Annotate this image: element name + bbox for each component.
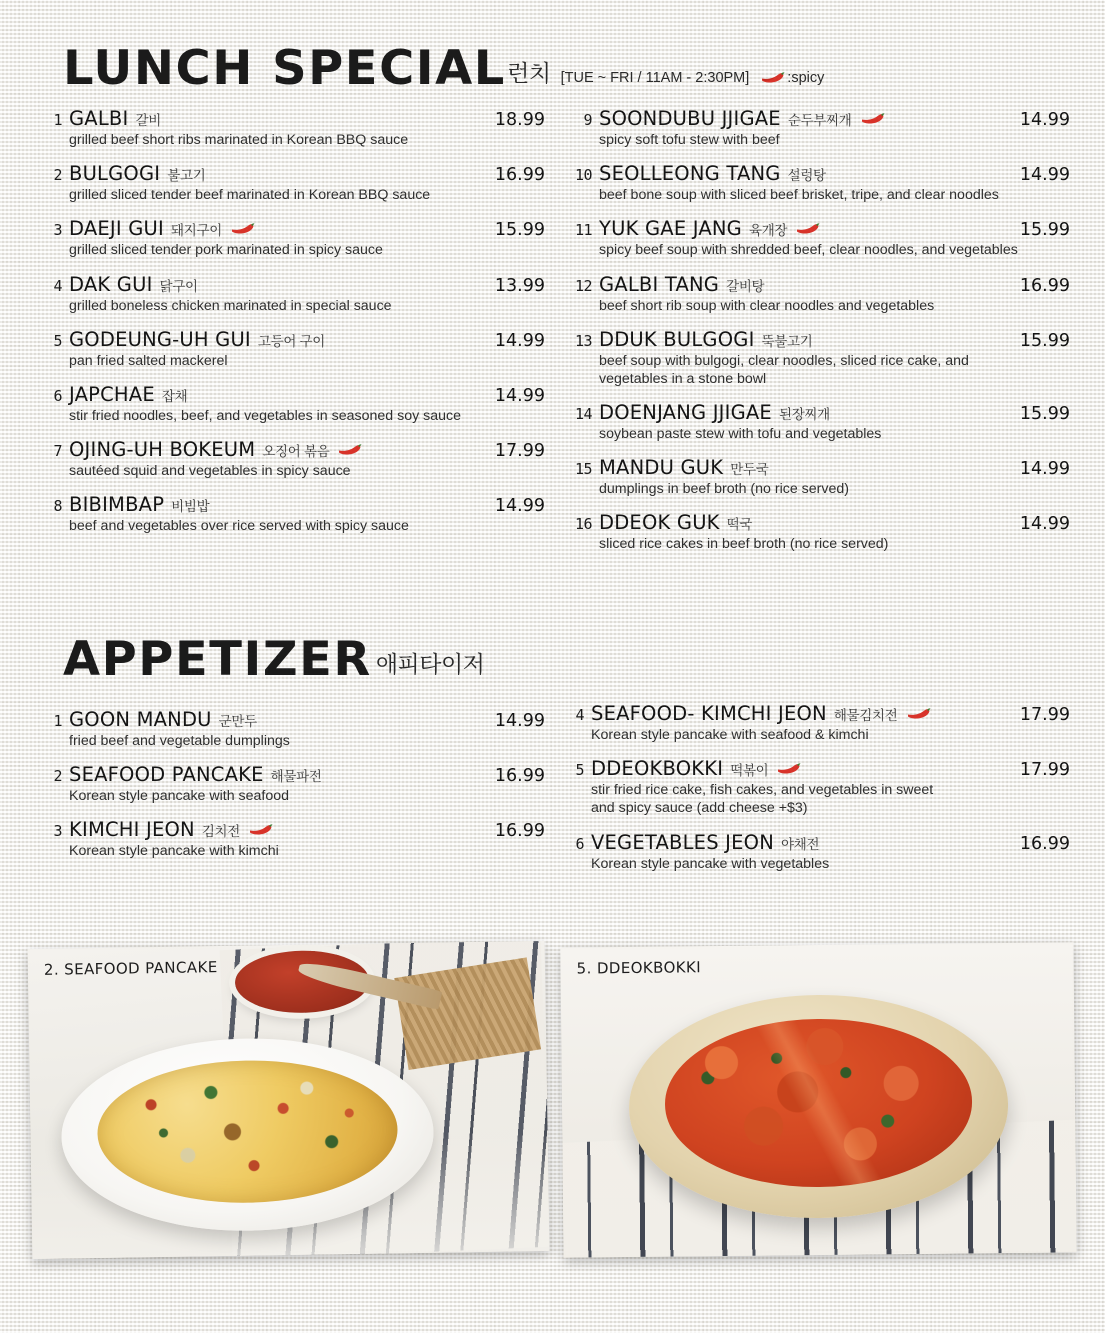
item-number: 3	[53, 822, 62, 841]
item-description: grilled sliced tender beef marinated in Korean BBQ sauce	[69, 187, 431, 204]
item-price: 14.99	[1019, 459, 1070, 480]
item-number: 2	[53, 166, 62, 185]
item-description: dumplings in beef broth (no rice served)	[599, 481, 849, 498]
menu-item[interactable]	[40, 763, 545, 805]
item-name-en: BIBIMBAP	[69, 493, 165, 517]
item-price: 17.99	[1019, 705, 1070, 725]
chili-pepper-icon	[759, 71, 785, 84]
item-description: spicy beef soup with shredded beef, clear noodles, and vegetables	[599, 242, 1018, 259]
item-name-kr: 김치전	[201, 824, 241, 840]
item-description: beef and vegetables over rice served with spicy sauce	[69, 518, 409, 535]
item-price: 16.99	[494, 165, 545, 186]
menu-item[interactable]	[570, 162, 1070, 204]
menu-item[interactable]	[570, 511, 1070, 553]
item-name-kr: 만두국	[730, 462, 769, 478]
item-number: 6	[53, 386, 62, 405]
item-name-en: DDUK BULGOGI	[599, 327, 755, 351]
item-name-kr: 갈비탕	[726, 278, 765, 294]
item-number: 1	[53, 111, 62, 129]
chili-pepper-icon	[229, 222, 255, 235]
item-name-kr: 닭구이	[159, 278, 198, 294]
lunch-special-title: LUNCH SPECIAL	[63, 41, 506, 96]
appetizer-heading	[63, 632, 485, 687]
chili-pepper-icon	[859, 112, 885, 125]
item-price: 14.99	[1019, 514, 1070, 535]
item-description: Korean style pancake with seafood	[69, 788, 290, 805]
photo-caption: 5. DDEOKBOKKI	[576, 958, 702, 978]
menu-item[interactable]	[570, 328, 1070, 388]
item-price: 16.99	[1019, 275, 1070, 296]
item-name-kr: 돼지구이	[170, 223, 222, 239]
chili-pepper-icon	[794, 222, 820, 235]
item-price: 16.99	[1019, 833, 1070, 854]
item-name-kr: 오징어 볶음	[262, 444, 330, 460]
menu-item[interactable]	[40, 493, 545, 535]
item-name-en: JAPCHAE	[69, 382, 155, 406]
item-price: 14.99	[494, 330, 545, 351]
item-name-kr: 갈비	[135, 113, 161, 128]
item-description: beef soup with bulgogi, clear noodles, sliced rice cake, and vegetables in a stone bowl	[599, 352, 969, 387]
item-number: 10	[574, 166, 592, 185]
item-price: 17.99	[494, 441, 545, 462]
item-name-kr: 불고기	[167, 168, 206, 184]
item-name-en: SOONDUBU JJIGAE	[599, 107, 781, 130]
item-name-en: SEAFOOD PANCAKE	[69, 763, 264, 787]
item-description: grilled boneless chicken marinated in special sauce	[69, 297, 392, 314]
item-name-kr: 해물파전	[270, 769, 322, 785]
photo-seafood-pancake[interactable]	[28, 941, 550, 1259]
item-name-en: SEAFOOD- KIMCHI JEON	[591, 702, 827, 725]
item-number: 2	[53, 767, 62, 786]
item-description: soybean paste stew with tofu and vegetables	[599, 426, 882, 443]
item-name-kr: 설렁탕	[787, 168, 826, 184]
appetizer-title-kr: 애피타이저	[375, 650, 485, 677]
item-price: 14.99	[1019, 165, 1070, 186]
item-name-en: YUK GAE JANG	[599, 217, 742, 241]
item-price: 14.99	[494, 385, 545, 406]
item-name-kr: 순두부찌개	[787, 113, 852, 128]
item-description: Korean style pancake with kimchi	[69, 843, 279, 860]
item-price: 16.99	[494, 766, 545, 787]
item-name-kr: 군만두	[218, 714, 257, 729]
item-name-en: DDEOKBOKKI	[591, 757, 724, 781]
item-description: spicy soft tofu stew with beef	[599, 132, 780, 148]
chili-pepper-icon	[905, 707, 931, 720]
item-name-en: GALBI TANG	[599, 272, 720, 296]
item-description: beef bone soup with sliced beef brisket, tripe, and clear noodles	[599, 187, 999, 204]
item-number: 16	[574, 515, 592, 534]
menu-item[interactable]	[40, 273, 545, 315]
item-number: 15	[574, 460, 592, 479]
menu-item[interactable]	[570, 107, 1070, 149]
item-name-kr: 비빔밥	[171, 499, 210, 515]
item-name-kr: 야채전	[780, 836, 820, 852]
item-number: 1	[53, 712, 62, 730]
item-name-kr: 고등어 구이	[257, 333, 326, 349]
item-name-en: DAEJI GUI	[69, 217, 164, 241]
item-price: 17.99	[1019, 760, 1070, 781]
item-description: sautéed squid and vegetables in spicy sauce	[69, 463, 351, 480]
lunch-special-left-column	[40, 107, 545, 548]
item-description: Korean style pancake with seafood & kimchi	[591, 727, 869, 743]
chili-pepper-icon	[775, 762, 801, 775]
appetizer-right-column	[562, 702, 1070, 886]
item-name-en: DDEOK GUK	[599, 511, 720, 535]
menu-item[interactable]	[40, 107, 545, 149]
item-price: 16.99	[494, 821, 545, 842]
menu-item[interactable]	[570, 456, 1070, 498]
menu-item[interactable]	[40, 162, 545, 204]
item-number: 8	[53, 497, 62, 516]
item-number: 4	[53, 276, 62, 295]
appetizer-title: APPETIZER	[63, 632, 372, 687]
lunch-special-title-kr: 런치	[507, 59, 551, 86]
item-name-en: KIMCHI JEON	[69, 818, 195, 842]
menu-item[interactable]	[570, 401, 1070, 443]
item-name-kr: 된장찌개	[778, 407, 830, 423]
lunch-special-hours: [TUE ~ FRI / 11AM - 2:30PM]	[560, 69, 750, 86]
item-price: 15.99	[1019, 330, 1070, 351]
item-name-en: GALBI	[69, 107, 129, 130]
menu-item[interactable]	[562, 757, 1070, 817]
item-name-kr: 해물김치전	[833, 708, 898, 723]
item-name-en: DOENJANG JJIGAE	[599, 401, 772, 425]
menu-item[interactable]	[570, 273, 1070, 315]
menu-item[interactable]	[570, 217, 1070, 259]
item-price: 14.99	[494, 711, 545, 731]
item-name-kr: 육개장	[749, 223, 788, 239]
item-name-kr: 뚝불고기	[761, 333, 813, 349]
seafood-pancake-image	[28, 941, 550, 1259]
photo-ddeokbokki[interactable]	[560, 942, 1076, 1257]
chili-pepper-icon	[247, 823, 273, 836]
item-description: Korean style pancake with vegetables	[591, 855, 830, 872]
item-number: 12	[574, 276, 592, 295]
item-description: beef short rib soup with clear noodles and vegetables	[599, 297, 935, 314]
spicy-legend	[759, 70, 824, 92]
item-price: 13.99	[494, 275, 545, 296]
item-name-kr: 잡채	[161, 388, 188, 404]
item-number: 3	[53, 221, 62, 240]
item-name-en: VEGETABLES JEON	[591, 830, 774, 854]
lunch-special-right-column	[570, 107, 1070, 567]
appetizer-left-column	[40, 708, 545, 874]
menu-item[interactable]	[40, 383, 545, 425]
item-number: 6	[575, 834, 584, 853]
item-name-en: BULGOGI	[69, 162, 161, 186]
item-price: 15.99	[1019, 220, 1070, 241]
item-name-en: DAK GUI	[69, 272, 153, 296]
item-number: 9	[583, 111, 592, 129]
chili-pepper-icon	[336, 443, 362, 456]
item-price: 14.99	[1019, 110, 1070, 130]
item-price: 15.99	[1019, 404, 1070, 425]
item-number: 5	[575, 761, 584, 780]
item-number: 5	[53, 331, 62, 350]
menu-item[interactable]	[40, 328, 545, 370]
menu-item[interactable]	[562, 702, 1070, 744]
item-price: 14.99	[494, 496, 545, 517]
ddeokbokki-image	[560, 942, 1076, 1257]
item-name-en: GOON MANDU	[69, 708, 212, 731]
menu-item[interactable]	[562, 831, 1070, 873]
menu-item[interactable]	[40, 708, 545, 750]
item-number: 7	[53, 442, 62, 461]
item-name-kr: 떡국	[726, 517, 753, 533]
item-number: 14	[574, 405, 592, 424]
menu-item[interactable]	[40, 438, 545, 480]
item-description: grilled sliced tender pork marinated in spicy sauce	[69, 242, 383, 259]
item-name-en: MANDU GUK	[599, 456, 724, 480]
spicy-legend-label: :spicy	[787, 69, 825, 86]
item-description: grilled beef short ribs marinated in Korean BBQ sauce	[69, 132, 409, 148]
menu-item[interactable]	[40, 217, 545, 259]
item-description: pan fried salted mackerel	[69, 352, 228, 369]
photo-caption: 2. SEAFOOD PANCAKE	[43, 958, 218, 979]
item-name-en: SEOLLEONG TANG	[599, 162, 781, 186]
menu-item[interactable]	[40, 818, 545, 860]
item-description: stir fried rice cake, fish cakes, and vegetables in sweet and spicy sauce (add cheese +$3)	[591, 782, 934, 817]
item-description: stir fried noodles, beef, and vegetables in seasoned soy sauce	[69, 407, 461, 424]
item-number: 11	[574, 221, 592, 240]
item-name-en: GODEUNG-UH GUI	[69, 327, 251, 351]
lunch-special-heading	[63, 41, 825, 96]
item-name-kr: 떡볶이	[730, 763, 769, 779]
item-number: 4	[575, 706, 584, 724]
item-number: 13	[574, 331, 592, 350]
item-name-en: OJING-UH BOKEUM	[69, 438, 256, 462]
item-description: sliced rice cakes in beef broth (no rice served)	[599, 536, 889, 553]
item-description: fried beef and vegetable dumplings	[69, 733, 290, 749]
item-price: 15.99	[494, 220, 545, 241]
item-price: 18.99	[494, 110, 545, 130]
